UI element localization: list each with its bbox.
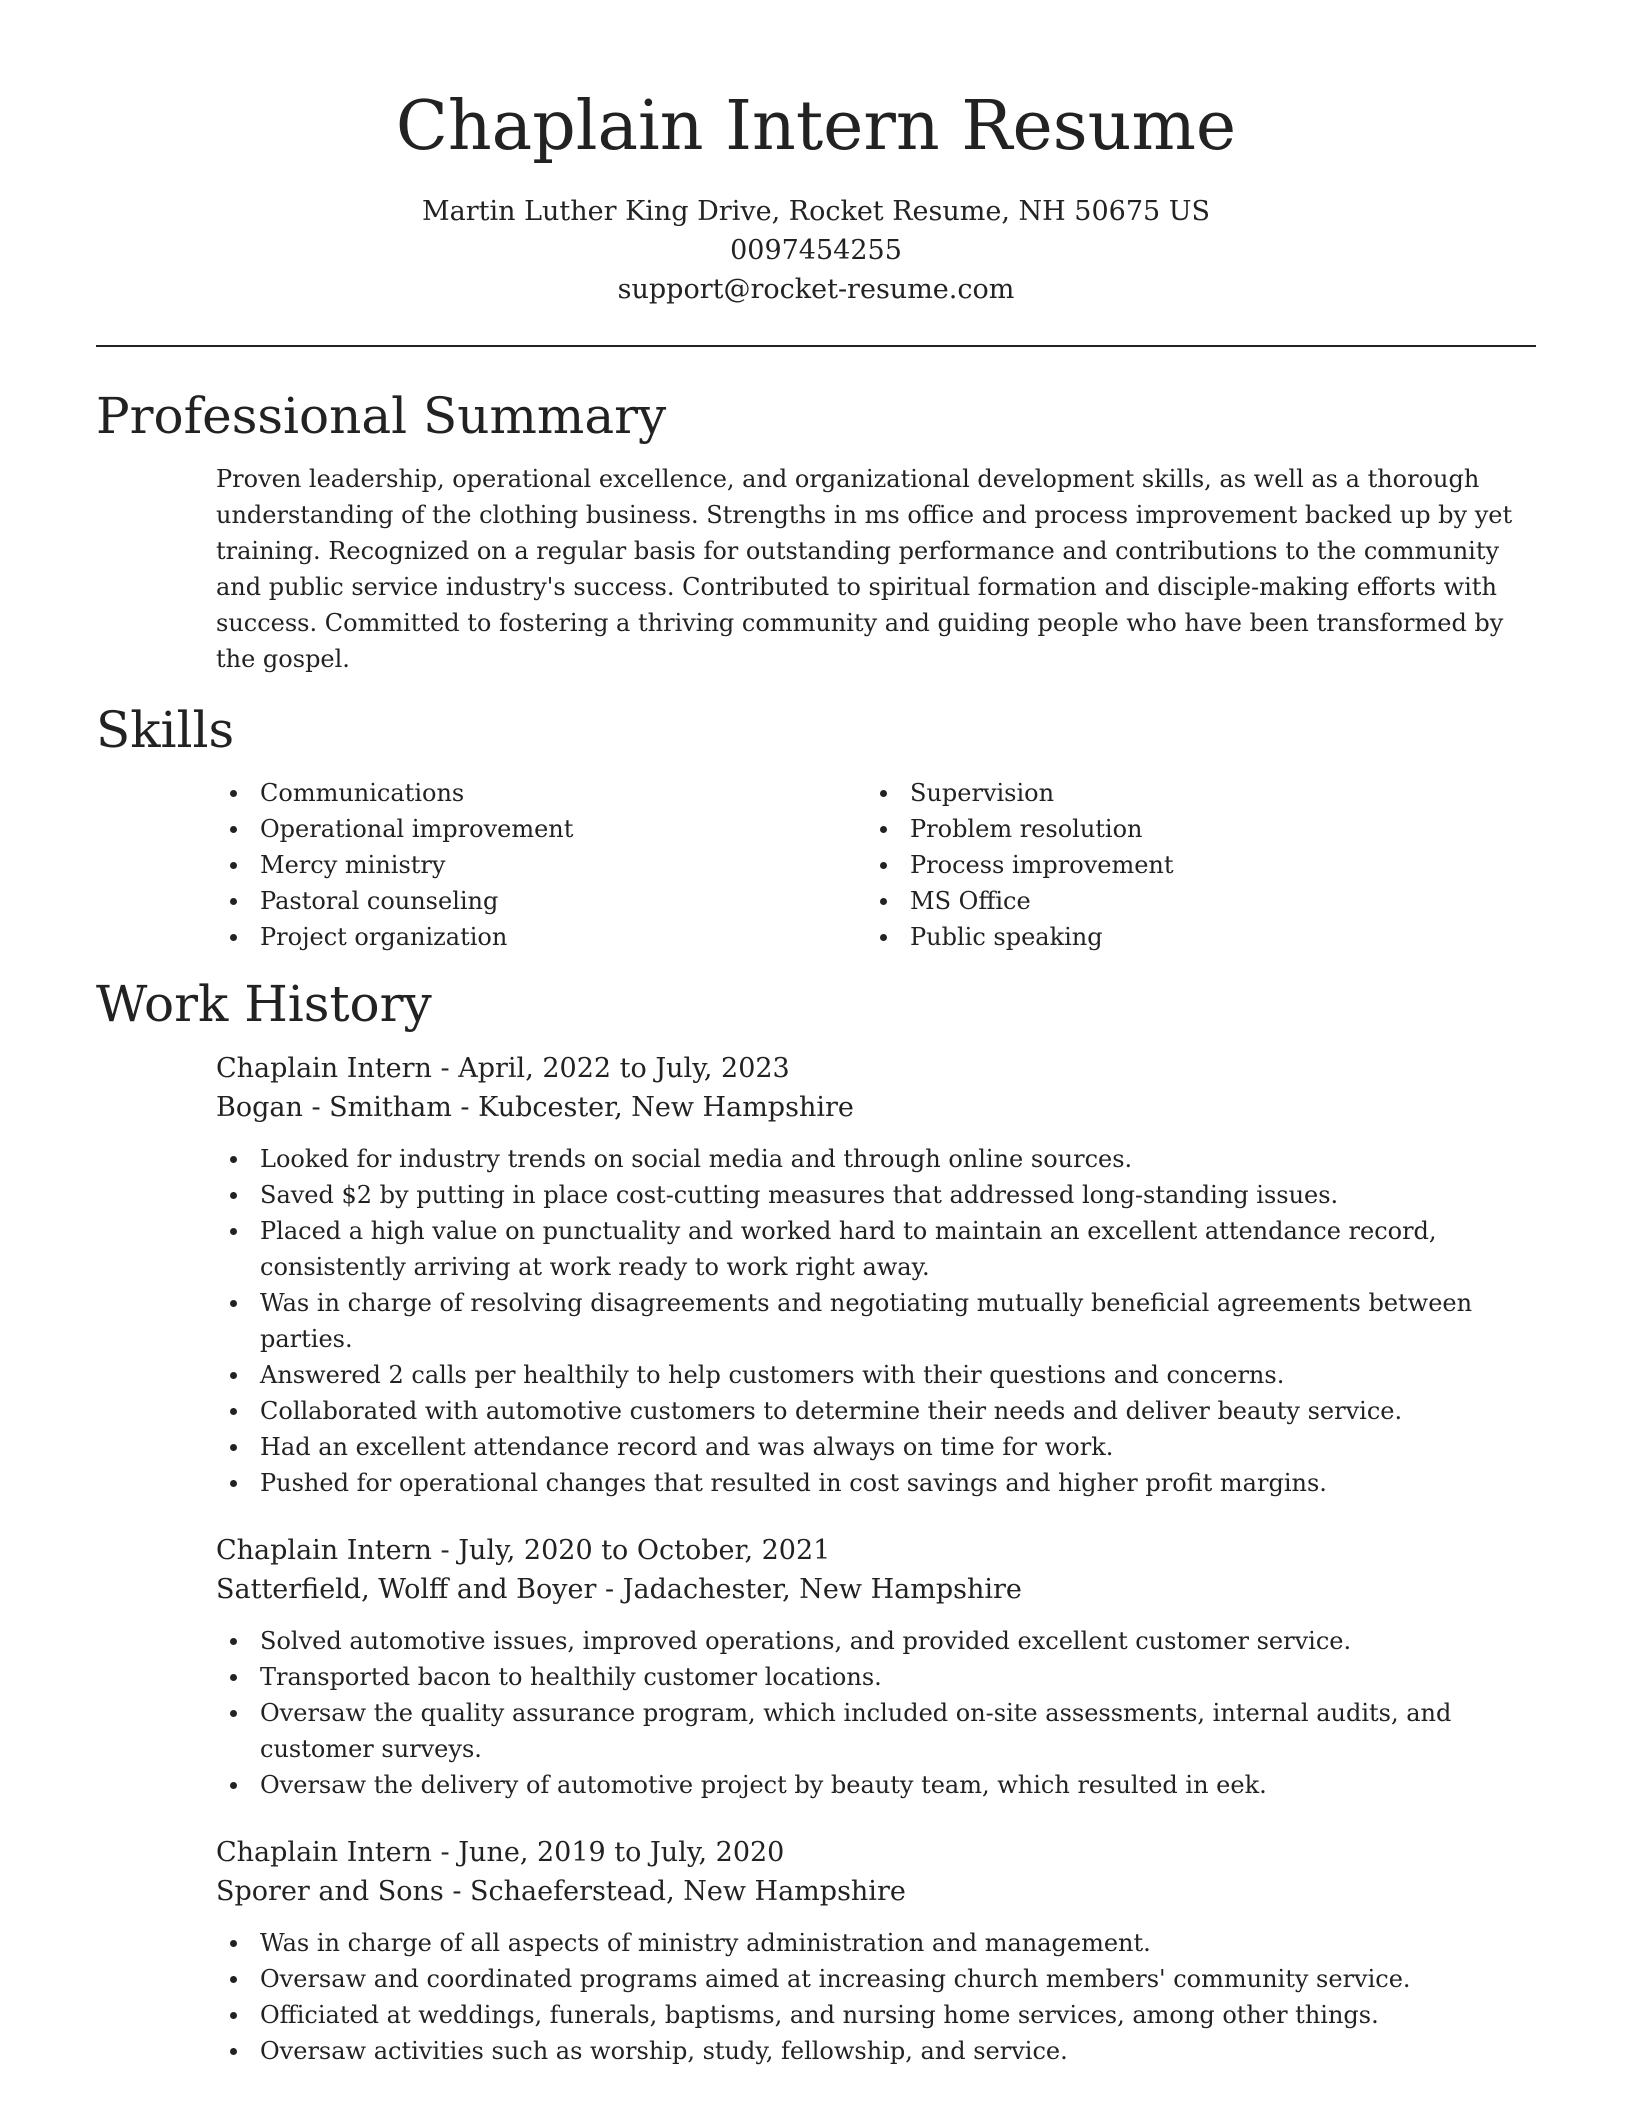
resume-title: Chaplain Intern Resume [395,87,1237,166]
job-duty: Solved automotive issues, improved operations, and provided excellent customer service. [216,1623,1536,1659]
header-divider [96,345,1536,347]
job-entry [96,1531,1536,1803]
skills-column-right [866,775,1516,955]
job-duties [216,1141,1536,1501]
job-duty: Saved $2 by putting in place cost-cutting measures that addressed long-standing issues. [216,1177,1536,1213]
skill-item: Supervision [866,775,1516,811]
job-duty: Pushed for operational changes that resulted in cost savings and higher profit margins. [216,1465,1536,1501]
skill-item: MS Office [866,883,1516,919]
resume-page [96,0,1536,2069]
job-duties [216,1623,1536,1803]
job-title: Chaplain Intern - June, 2019 to July, 2020 [216,1837,785,1868]
skill-item: Process improvement [866,847,1516,883]
skill-item: Public speaking [866,919,1516,955]
job-duty: Oversaw the delivery of automotive project by beauty team, which resulted in eek. [216,1767,1536,1803]
skill-item: Problem resolution [866,811,1516,847]
skill-item: Communications [216,775,866,811]
skills-heading: Skills [96,701,235,759]
skill-item: Pastoral counseling [216,883,866,919]
skill-item: Operational improvement [216,811,866,847]
job-entry [96,1833,1536,2069]
job-duty: Oversaw and coordinated programs aimed at increasing church members' community service. [216,1961,1536,1997]
contact-address: Martin Luther King Drive, Rocket Resume, NH 50675 US [421,196,1211,227]
job-duty: Transported bacon to healthily customer locations. [216,1659,1536,1695]
resume-header [96,0,1536,309]
job-duty: Oversaw the quality assurance program, which included on-site assessments, internal audits, and customer surveys. [216,1695,1536,1767]
job-title: Chaplain Intern - July, 2020 to October, 2021 [216,1535,831,1566]
contact-email: support@rocket-resume.com [617,274,1015,305]
job-duty: Oversaw activities such as worship, study, fellowship, and service. [216,2033,1536,2069]
job-employer: Sporer and Sons - Schaeferstead, New Hampshire [216,1876,906,1907]
contact-info [96,192,1536,309]
job-duty: Placed a high value on punctuality and worked hard to maintain an excellent attendance record, consistently arriving at work ready to work right away. [216,1213,1536,1285]
job-duty: Had an excellent attendance record and was always on time for work. [216,1429,1536,1465]
job-duty: Collaborated with automotive customers to determine their needs and deliver beauty service. [216,1393,1536,1429]
job-entry [96,1049,1536,1501]
summary-text: Proven leadership, operational excellence, and organizational development skills, as well as a thorough understanding of the clothing business. Strengths in ms office and process improvement backed up by yet training. Recognized on a regular basis for outstanding performance and contributions to the community and public service industry's success. Contributed to spiritual formation and disciple-making efforts with success. Committed to fostering a thriving community and guiding people who have been transformed by the gospel. [216,465,1513,673]
skills-column-left [216,775,866,955]
job-duty: Looked for industry trends on social media and through online sources. [216,1141,1536,1177]
job-employer: Satterfield, Wolff and Boyer - Jadachester, New Hampshire [216,1574,1022,1605]
work-history-heading: Work History [96,975,432,1033]
skill-item: Mercy ministry [216,847,866,883]
summary-heading: Professional Summary [96,387,667,445]
job-duty: Answered 2 calls per healthily to help customers with their questions and concerns. [216,1357,1536,1393]
job-title: Chaplain Intern - April, 2022 to July, 2023 [216,1053,790,1084]
job-duty: Officiated at weddings, funerals, baptisms, and nursing home services, among other things. [216,1997,1536,2033]
skills-list [216,775,1536,955]
job-duty: Was in charge of all aspects of ministry administration and management. [216,1925,1536,1961]
job-duty: Was in charge of resolving disagreements and negotiating mutually beneficial agreements between parties. [216,1285,1536,1357]
job-employer: Bogan - Smitham - Kubcester, New Hampshire [216,1092,854,1123]
job-duties [216,1925,1536,2069]
skill-item: Project organization [216,919,866,955]
contact-phone: 0097454255 [730,235,902,266]
